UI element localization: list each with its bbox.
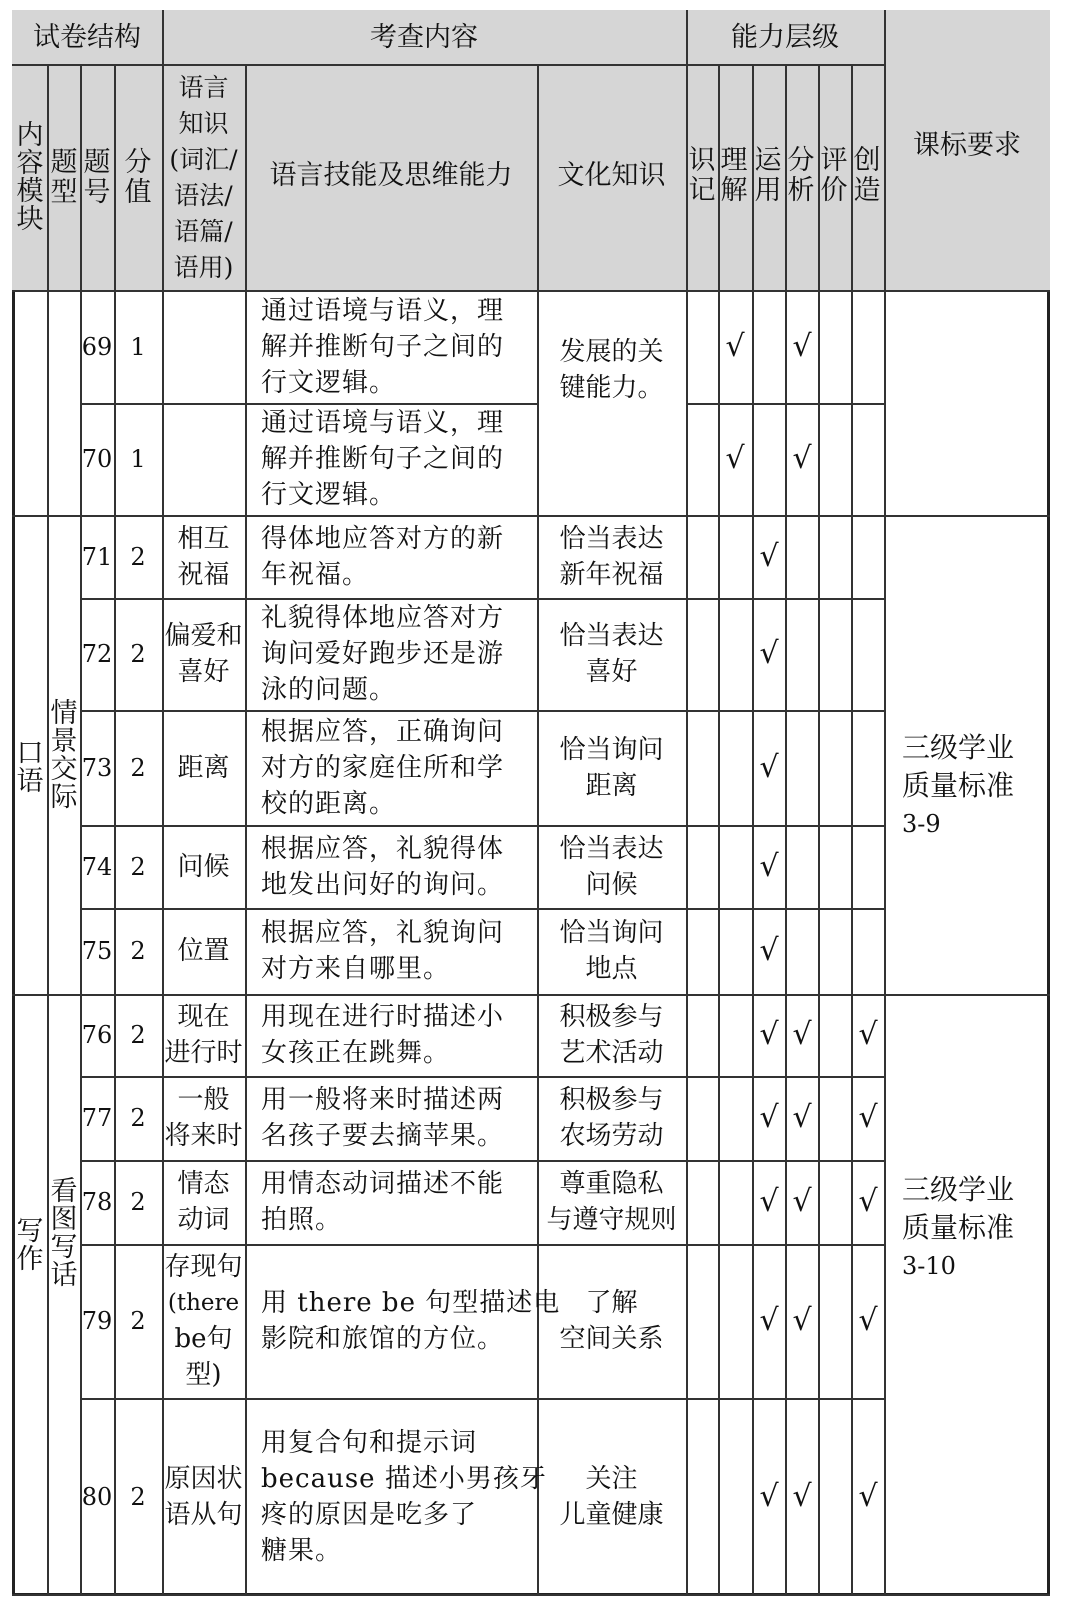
check-mark: √ (725, 328, 745, 364)
skill-description: 根据应答，礼貌得体 (261, 833, 505, 864)
check-mark: √ (759, 1479, 779, 1514)
skill-description: 名孩子要去摘苹果。 (261, 1121, 505, 1151)
check-mark: √ (792, 1017, 812, 1052)
row-divider (686, 515, 884, 517)
row-divider (80, 908, 537, 910)
culture-knowledge: 关注 (585, 1464, 638, 1494)
column-divider (785, 64, 787, 1596)
skill-description: 对方的家庭住所和学 (261, 752, 505, 783)
row-divider (686, 1160, 884, 1162)
language-knowledge: 相互 (177, 523, 230, 554)
check-mark: √ (792, 1184, 812, 1219)
row-divider (537, 515, 686, 517)
column-divider (245, 64, 247, 1596)
question-number: 80 (81, 1483, 113, 1511)
header-divider (162, 64, 686, 66)
culture-knowledge: 积极参与 (559, 1085, 664, 1115)
skill-description: 根据应答，正确询问 (261, 716, 505, 747)
skill-description: 根据应答，礼貌询问 (261, 918, 505, 948)
column-divider (718, 64, 720, 1596)
language-knowledge: 现在 (177, 1002, 230, 1032)
language-knowledge: 将来时 (164, 1121, 243, 1151)
row-divider (537, 598, 686, 600)
check-mark: √ (759, 1184, 779, 1219)
row-divider (80, 1244, 537, 1246)
culture-knowledge: 距离 (585, 770, 638, 801)
header-module: 内容模块 (16, 120, 44, 235)
row-divider (537, 1076, 686, 1078)
check-mark: √ (759, 636, 779, 671)
language-knowledge: 进行时 (164, 1038, 243, 1068)
column-divider (851, 64, 853, 1596)
check-mark: √ (759, 538, 779, 574)
culture-knowledge: 空间关系 (559, 1324, 664, 1354)
group-divider (884, 515, 1050, 517)
question-number: 72 (81, 640, 113, 668)
row-divider (686, 1244, 884, 1246)
row-divider (686, 908, 884, 910)
language-knowledge: 动词 (177, 1205, 230, 1235)
column-divider (686, 10, 688, 1596)
culture-knowledge: 新年祝福 (559, 559, 664, 590)
header-lang-knowledge: 语用) (173, 253, 234, 282)
check-mark: √ (759, 848, 779, 884)
skill-description: 糖果。 (261, 1536, 343, 1566)
column-divider (47, 64, 49, 1596)
language-knowledge: 距离 (177, 752, 230, 783)
skill-description: 用现在进行时描述小 (261, 1002, 505, 1032)
culture-knowledge: 发展的关 (559, 337, 664, 367)
column-divider (884, 10, 886, 1596)
check-mark: √ (858, 1017, 878, 1052)
language-knowledge: 喜好 (177, 657, 230, 687)
row-divider (80, 994, 537, 996)
header-level-5: 创造 (853, 145, 881, 206)
culture-knowledge: 艺术活动 (559, 1038, 664, 1068)
language-knowledge: 原因状 (164, 1464, 243, 1494)
skill-description: 用复合句和提示词 (261, 1428, 478, 1458)
speaking-standard: 3-9 (902, 810, 941, 838)
question-number: 69 (81, 332, 113, 361)
header-level-3: 分析 (787, 145, 815, 206)
header-content: 考查内容 (370, 22, 478, 53)
question-number: 78 (81, 1188, 113, 1216)
culture-knowledge: 农场劳动 (559, 1121, 664, 1151)
score-value: 1 (130, 332, 146, 361)
check-mark: √ (759, 749, 779, 785)
question-number: 71 (81, 542, 113, 571)
row-divider (537, 825, 686, 827)
culture-knowledge: 地点 (585, 954, 638, 984)
header-skills: 语言技能及思维能力 (269, 160, 513, 191)
skill-description: 校的距离。 (261, 788, 397, 819)
column-divider (752, 64, 754, 1596)
check-mark: √ (792, 1479, 812, 1514)
check-mark: √ (759, 1303, 779, 1338)
header-lang-knowledge: 语法/ (174, 181, 233, 210)
language-knowledge: 偏爱和 (164, 621, 243, 651)
skill-description: 行文逻辑。 (261, 367, 397, 398)
writing-standard: 质量标准 (902, 1211, 1015, 1244)
culture-knowledge: 儿童健康 (559, 1500, 664, 1530)
check-mark: √ (792, 328, 812, 364)
check-mark: √ (792, 1303, 812, 1338)
header-lang-knowledge: 语篇/ (174, 217, 233, 246)
language-knowledge: 祝福 (177, 559, 230, 590)
speaking-standard: 质量标准 (902, 769, 1015, 802)
header-lang-knowledge: 语言 (178, 73, 229, 102)
skill-description: 通过语境与语义，理 (261, 408, 505, 438)
skill-description: 礼貌得体地应答对方 (261, 603, 505, 633)
score-value: 1 (130, 445, 146, 473)
culture-knowledge: 与遵守规则 (546, 1205, 677, 1235)
header-level-4: 评价 (820, 145, 848, 206)
check-mark: √ (759, 933, 779, 968)
header-qnum: 题号 (83, 147, 111, 208)
column-divider (80, 64, 82, 1596)
column-divider (114, 64, 116, 1596)
table-bottom (12, 1594, 1050, 1596)
speaking-standard: 三级学业 (902, 731, 1015, 764)
row-divider (537, 710, 686, 712)
row-divider (686, 825, 884, 827)
check-mark: √ (792, 1100, 812, 1135)
row-divider (537, 1244, 686, 1246)
score-value: 2 (130, 1104, 146, 1132)
score-value: 2 (130, 1483, 146, 1511)
group-divider (884, 994, 1050, 996)
check-mark: √ (759, 1017, 779, 1052)
skill-description: 通过语境与语义，理 (261, 295, 505, 326)
skill-description: 用一般将来时描述两 (261, 1085, 505, 1115)
score-value: 2 (130, 1188, 146, 1216)
culture-knowledge: 恰当表达 (559, 523, 664, 554)
group-divider (12, 515, 80, 517)
writing-standard: 3-10 (902, 1252, 956, 1280)
check-mark: √ (858, 1184, 878, 1219)
language-knowledge: 位置 (177, 936, 230, 966)
culture-knowledge: 恰当询问 (559, 734, 664, 765)
row-divider (80, 825, 537, 827)
score-value: 2 (130, 937, 146, 965)
row-divider (80, 710, 537, 712)
culture-knowledge: 积极参与 (559, 1002, 664, 1032)
culture-knowledge: 恰当表达 (559, 833, 664, 864)
row-divider (537, 1160, 686, 1162)
skill-description: 得体地应答对方的新 (261, 523, 505, 554)
question-number: 77 (81, 1104, 113, 1132)
header-culture: 文化知识 (557, 160, 666, 191)
culture-knowledge: 恰当表达 (559, 621, 664, 651)
skill-description: 解并推断句子之间的 (261, 444, 505, 474)
group-divider (12, 994, 80, 996)
skill-description: 用情态动词描述不能 (261, 1169, 505, 1199)
skill-description: 行文逻辑。 (261, 480, 397, 510)
score-value: 2 (130, 852, 146, 881)
question-number: 75 (81, 937, 113, 965)
header-lang-knowledge: 知识 (178, 109, 229, 138)
speaking-type: 情景交际 (50, 698, 78, 813)
writing-standard: 三级学业 (902, 1173, 1015, 1206)
writing-type: 看图写话 (50, 1176, 78, 1291)
check-mark: √ (858, 1479, 878, 1514)
header-ability: 能力层级 (731, 22, 839, 53)
speaking-module: 口语 (16, 738, 44, 797)
culture-knowledge: 喜好 (585, 657, 638, 687)
score-value: 2 (130, 1307, 146, 1335)
question-number: 70 (81, 445, 113, 473)
language-knowledge: 语从句 (164, 1500, 243, 1530)
question-number: 79 (81, 1307, 113, 1335)
skill-description: 解并推断句子之间的 (261, 331, 505, 362)
skill-description: 用 there be 句型描述电 (261, 1288, 561, 1318)
score-value: 2 (130, 1021, 146, 1049)
row-divider (537, 908, 686, 910)
header-lang-knowledge: (词汇/ (169, 145, 238, 174)
row-divider (80, 1160, 537, 1162)
header-divider (12, 64, 162, 66)
row-divider (686, 403, 884, 405)
header-score: 分值 (124, 147, 152, 208)
skill-description: 年祝福。 (261, 559, 370, 590)
skill-description: 影院和旅馆的方位。 (261, 1324, 505, 1354)
question-number: 76 (81, 1021, 113, 1049)
header-structure: 试卷结构 (33, 22, 141, 53)
row-divider (686, 598, 884, 600)
skill-description: 泳的问题。 (261, 675, 397, 705)
skill-description: 疼的原因是吃多了 (261, 1500, 478, 1530)
row-divider (80, 1076, 537, 1078)
row-divider (686, 710, 884, 712)
skill-description: because 描述小男孩牙 (261, 1464, 547, 1494)
language-knowledge: 情态 (177, 1169, 230, 1199)
check-mark: √ (792, 441, 812, 476)
skill-description: 对方来自哪里。 (261, 954, 451, 984)
row-divider (80, 515, 537, 517)
header-level-0: 识记 (688, 145, 716, 206)
row-divider (537, 994, 686, 996)
score-value: 2 (130, 542, 146, 571)
culture-knowledge: 问候 (585, 869, 638, 900)
row-divider (80, 1398, 537, 1400)
skill-description: 拍照。 (261, 1205, 343, 1235)
culture-knowledge: 尊重隐私 (559, 1169, 664, 1199)
culture-knowledge: 恰当询问 (559, 918, 664, 948)
skill-description: 地发出问好的询问。 (261, 869, 505, 900)
question-number: 73 (81, 753, 113, 782)
culture-knowledge: 键能力。 (559, 373, 664, 403)
header-level-2: 运用 (754, 145, 782, 206)
language-knowledge: (there (167, 1290, 240, 1316)
column-divider (818, 64, 820, 1596)
check-mark: √ (759, 1100, 779, 1135)
score-value: 2 (130, 753, 146, 782)
language-knowledge: 一般 (177, 1085, 230, 1115)
check-mark: √ (858, 1303, 878, 1338)
row-divider (686, 994, 884, 996)
header-type: 题型 (50, 147, 78, 208)
language-knowledge: 型) (185, 1360, 222, 1390)
row-divider (537, 1398, 686, 1400)
header-bottom-line (12, 290, 1050, 292)
language-knowledge: 问候 (177, 851, 230, 882)
row-divider (686, 1076, 884, 1078)
check-mark: √ (858, 1100, 878, 1135)
question-number: 74 (81, 852, 113, 881)
header-standard: 课标要求 (913, 130, 1021, 161)
language-knowledge: 存现句 (164, 1252, 243, 1282)
skill-description: 询问爱好跑步还是游 (261, 639, 505, 669)
check-mark: √ (725, 441, 745, 476)
skill-description: 女孩正在跳舞。 (261, 1038, 451, 1068)
row-divider (686, 1398, 884, 1400)
score-value: 2 (130, 640, 146, 668)
header-level-1: 理解 (720, 145, 748, 206)
language-knowledge: be句 (174, 1324, 233, 1354)
writing-module: 写作 (16, 1216, 44, 1275)
culture-knowledge: 了解 (585, 1288, 638, 1318)
